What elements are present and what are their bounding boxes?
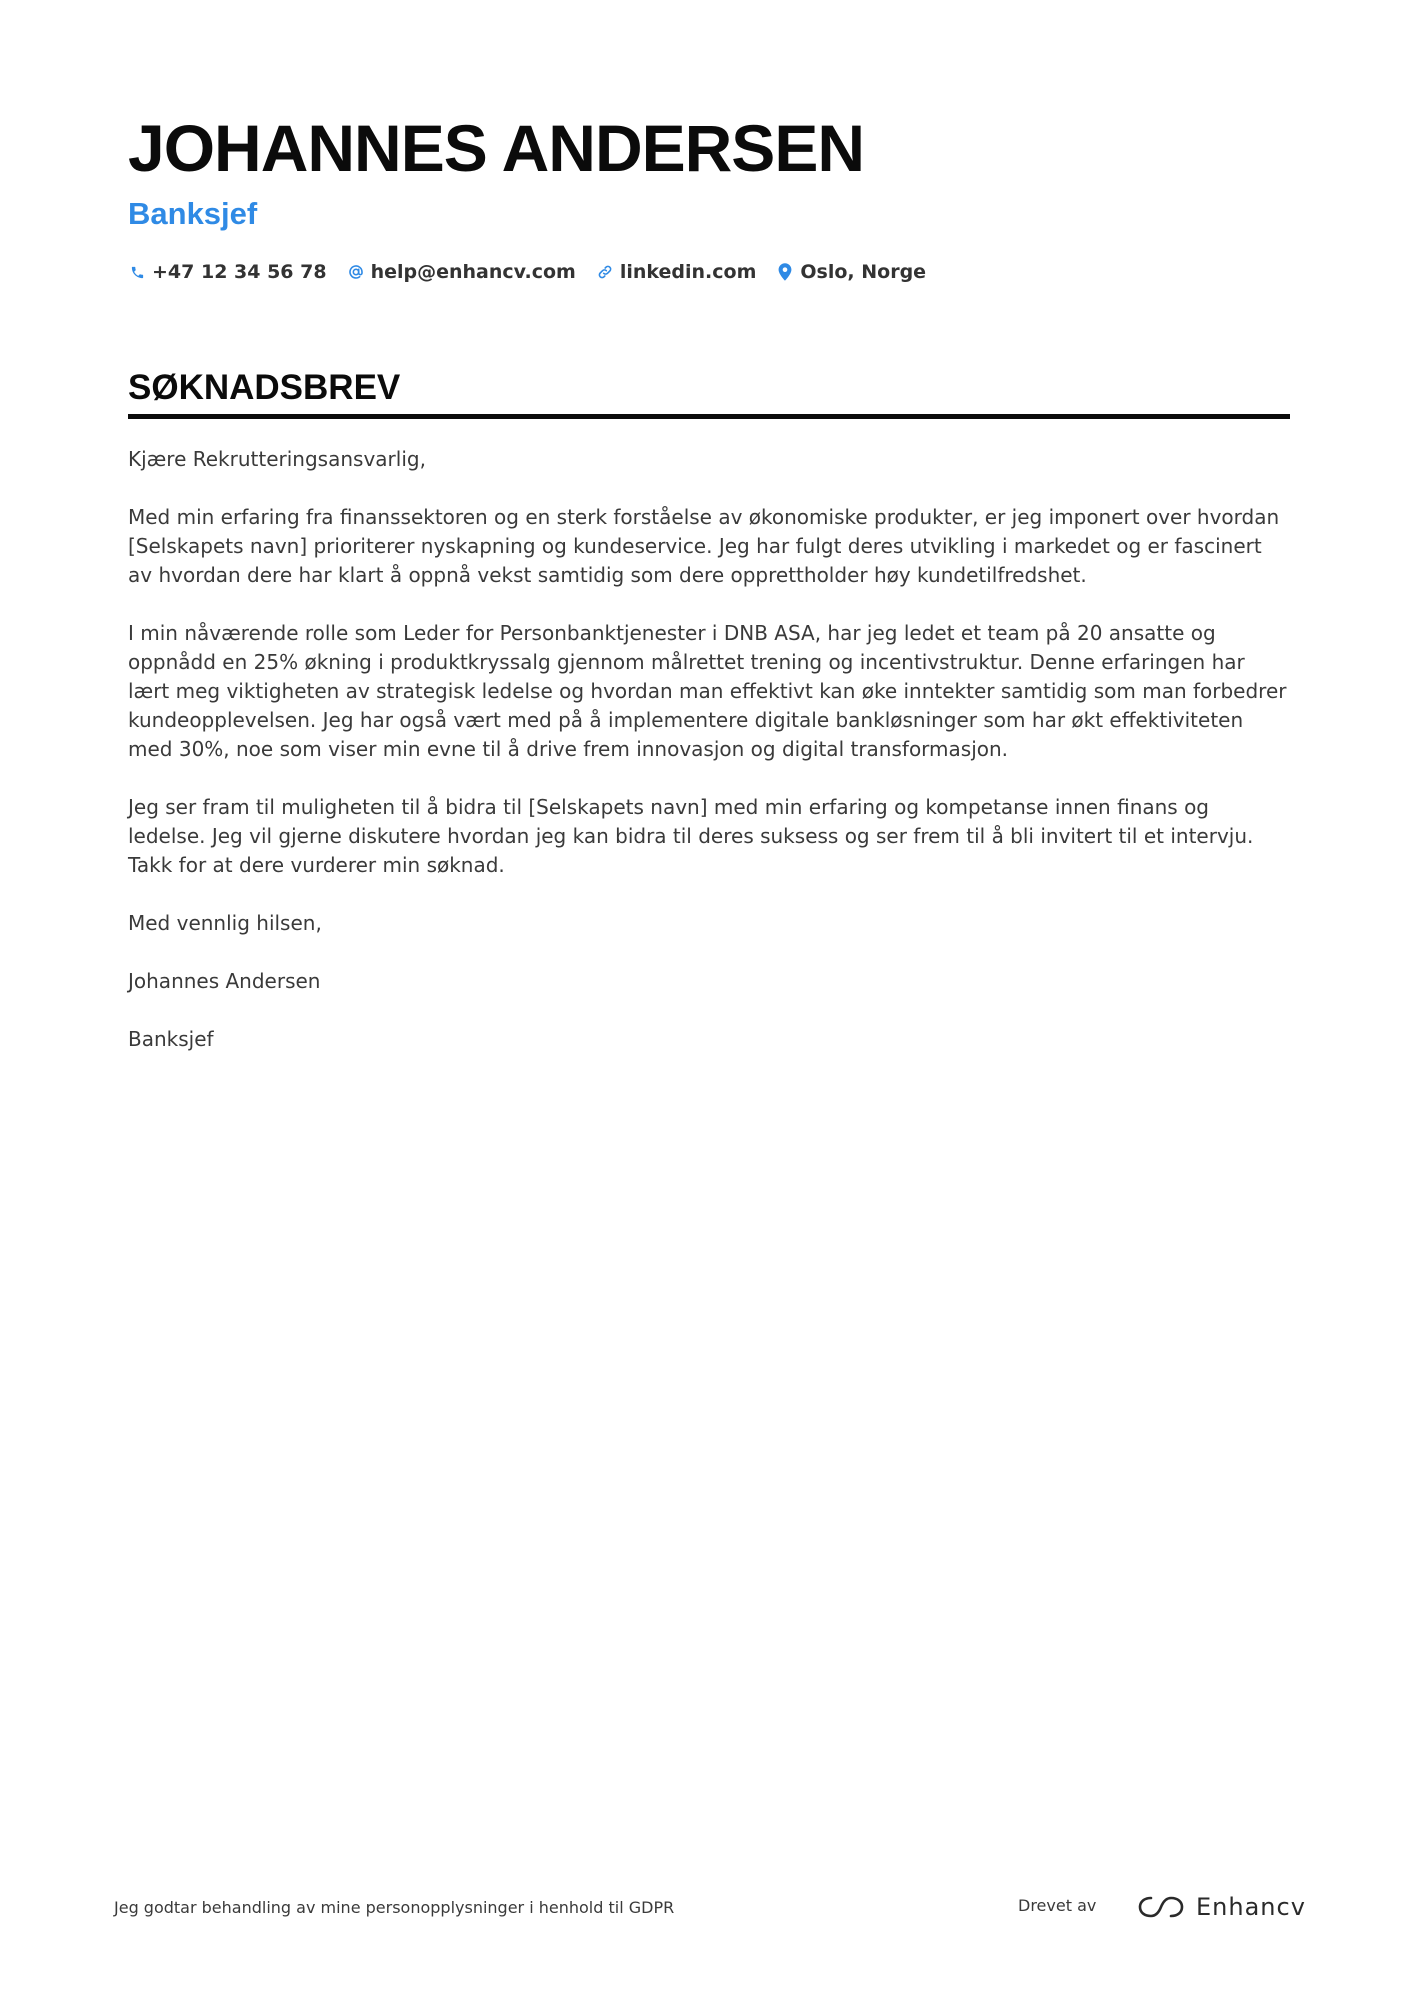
cover-letter-section (128, 366, 1290, 1083)
phone-icon (128, 261, 146, 283)
enhancv-logo-icon (1138, 1894, 1184, 1920)
letter-paragraph: Med min erfaring fra finanssektoren og en sterk forståelse av økonomiske produkter, er jeg imponert over hvordan [Selskapets navn] prioriterer nyskapning og kundeservice. Jeg har fulgt deres utvikling i markedet og er fascinert av hvordan dere har klart å oppnå vekst samtidig som dere opprettholder høy kundetilfredshet. (128, 505, 1280, 587)
letter-paragraph: I min nåværende rolle som Leder for Personbanktjenester i DNB ASA, har jeg ledet et team på 20 ansatte og oppnådd en 25% økning i produktkryssalg gjennom målrettet trening og incentivstruktur. Denne erfaringen har lært meg viktigheten av strategisk ledelse og hvordan man effektivt kan øke inntekter samtidig som man forbedrer kundeopplevelsen. Jeg har også vært med på å implementere digitale bankløsninger som har økt effektiviteten med 30%, noe som viser min evne til å drive frem innovasjon og digital transformasjon. (128, 621, 1287, 761)
page-footer (0, 1890, 1410, 1930)
letter-signature-title: Banksjef (128, 1027, 214, 1051)
letter-paragraph: Jeg ser fram til muligheten til å bidra til [Selskapets navn] med min erfaring og kompetanse innen finans og ledelse. Jeg vil gjerne diskutere hvordan jeg kan bidra til deres suksess og ser frem til å bli invitert til et intervju. Takk for at dere vurderer min søknad. (128, 795, 1254, 877)
enhancv-brand[interactable] (1138, 1890, 1306, 1924)
contact-linkedin (596, 261, 757, 283)
contact-location (776, 261, 926, 283)
applicant-name: JOHANNES ANDERSEN (128, 111, 865, 185)
location-pin-icon (776, 261, 794, 283)
letter-header (128, 108, 1288, 283)
linkedin-link[interactable]: linkedin.com (619, 261, 757, 283)
letter-body (128, 445, 1290, 1054)
email-address[interactable]: help@enhancv.com (370, 261, 576, 283)
powered-by-label: Drevet av (1018, 1896, 1097, 1915)
letter-salutation: Kjære Rekrutteringsansvarlig, (128, 447, 426, 471)
contact-phone (128, 261, 327, 283)
contact-bar (128, 261, 1288, 283)
gdpr-consent-text: Jeg godtar behandling av mine personopplysninger i henhold til GDPR (114, 1898, 675, 1917)
at-icon (347, 261, 365, 283)
letter-closing: Med vennlig hilsen, (128, 911, 322, 935)
contact-email (347, 261, 576, 283)
applicant-role: Banksjef (128, 196, 258, 231)
section-title: SØKNADSBREV (128, 368, 401, 407)
letter-signature-name: Johannes Andersen (128, 969, 321, 993)
section-divider (128, 414, 1290, 419)
link-icon (596, 261, 614, 283)
location-text: Oslo, Norge (800, 261, 927, 283)
phone-number[interactable]: +47 12 34 56 78 (152, 261, 327, 283)
brand-name: Enhancv (1196, 1893, 1306, 1921)
